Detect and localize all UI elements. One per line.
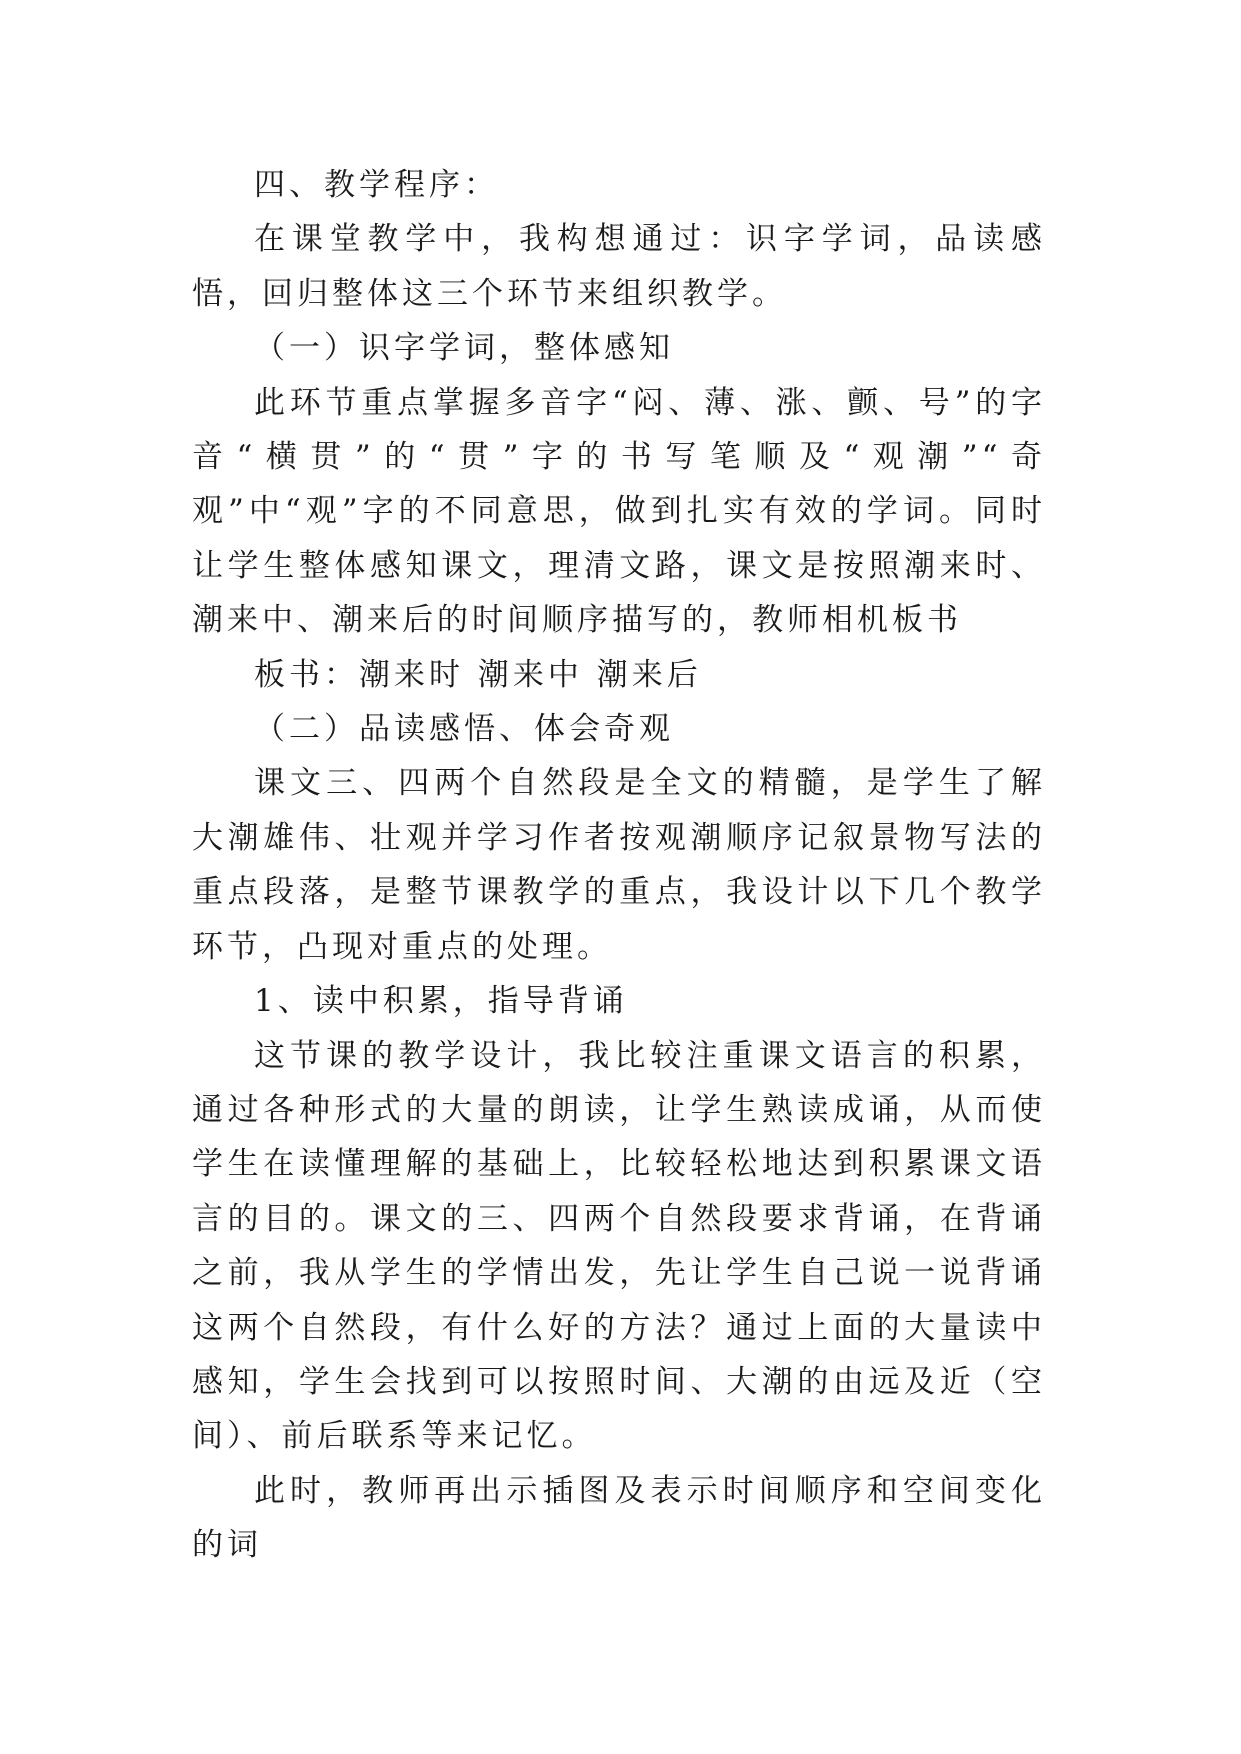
step1-heading: 1、读中积累，指导背诵 bbox=[254, 983, 628, 1020]
closing-paragraph: 此时，教师再出示插图及表示时间顺序和空间变化的词 bbox=[192, 1472, 1046, 1564]
section-heading: 四、教学程序： bbox=[254, 167, 499, 203]
document-page bbox=[192, 158, 1046, 1573]
part2-heading: （二）品读感悟、体会奇观 bbox=[254, 711, 674, 748]
part1-heading: （一）识字学词，整体感知 bbox=[254, 330, 674, 367]
part2-paragraph: 课文三、四两个自然段是全文的精髓，是学生了解大潮雄伟、壮观并学习作者按观潮顺序记叙景物写法的重点段落，是整节课教学的重点，我设计以下几个教学环节，凸现对重点的处理。 bbox=[192, 765, 1046, 965]
step1-paragraph: 这节课的教学设计，我比较注重课文语言的积累，通过各种形式的大量的朗读，让学生熟读成诵，从而使学生在读懂理解的基础上，比较轻松地达到积累课文语言的目的。课文的三、四两个自然段要求背诵，在背诵之前，我从学生的学情出发，先让学生自己说一说背诵这两个自然段，有什么好的方法？通过上面的大量读中感知，学生会找到可以按照时间、大潮的由远及近（空间）、前后联系等来记忆。 bbox=[192, 1037, 1046, 1455]
board-note: 板书：潮来时 潮来中 潮来后 bbox=[254, 656, 702, 693]
part1-paragraph: 此环节重点掌握多音字“闷、薄、涨、颤、号”的字音“横贯”的“贯”字的书写笔顺及“观潮”“奇观”中“观”字的不同意思，做到扎实有效的学词。同时让学生整体感知课文，理清文路，课文是按照潮来时、潮来中、潮来后的时间顺序描写的，教师相机板书 bbox=[192, 384, 1046, 639]
intro-paragraph: 在课堂教学中，我构想通过：识字学词，品读感悟，回归整体这三个环节来组织教学。 bbox=[192, 221, 1046, 312]
